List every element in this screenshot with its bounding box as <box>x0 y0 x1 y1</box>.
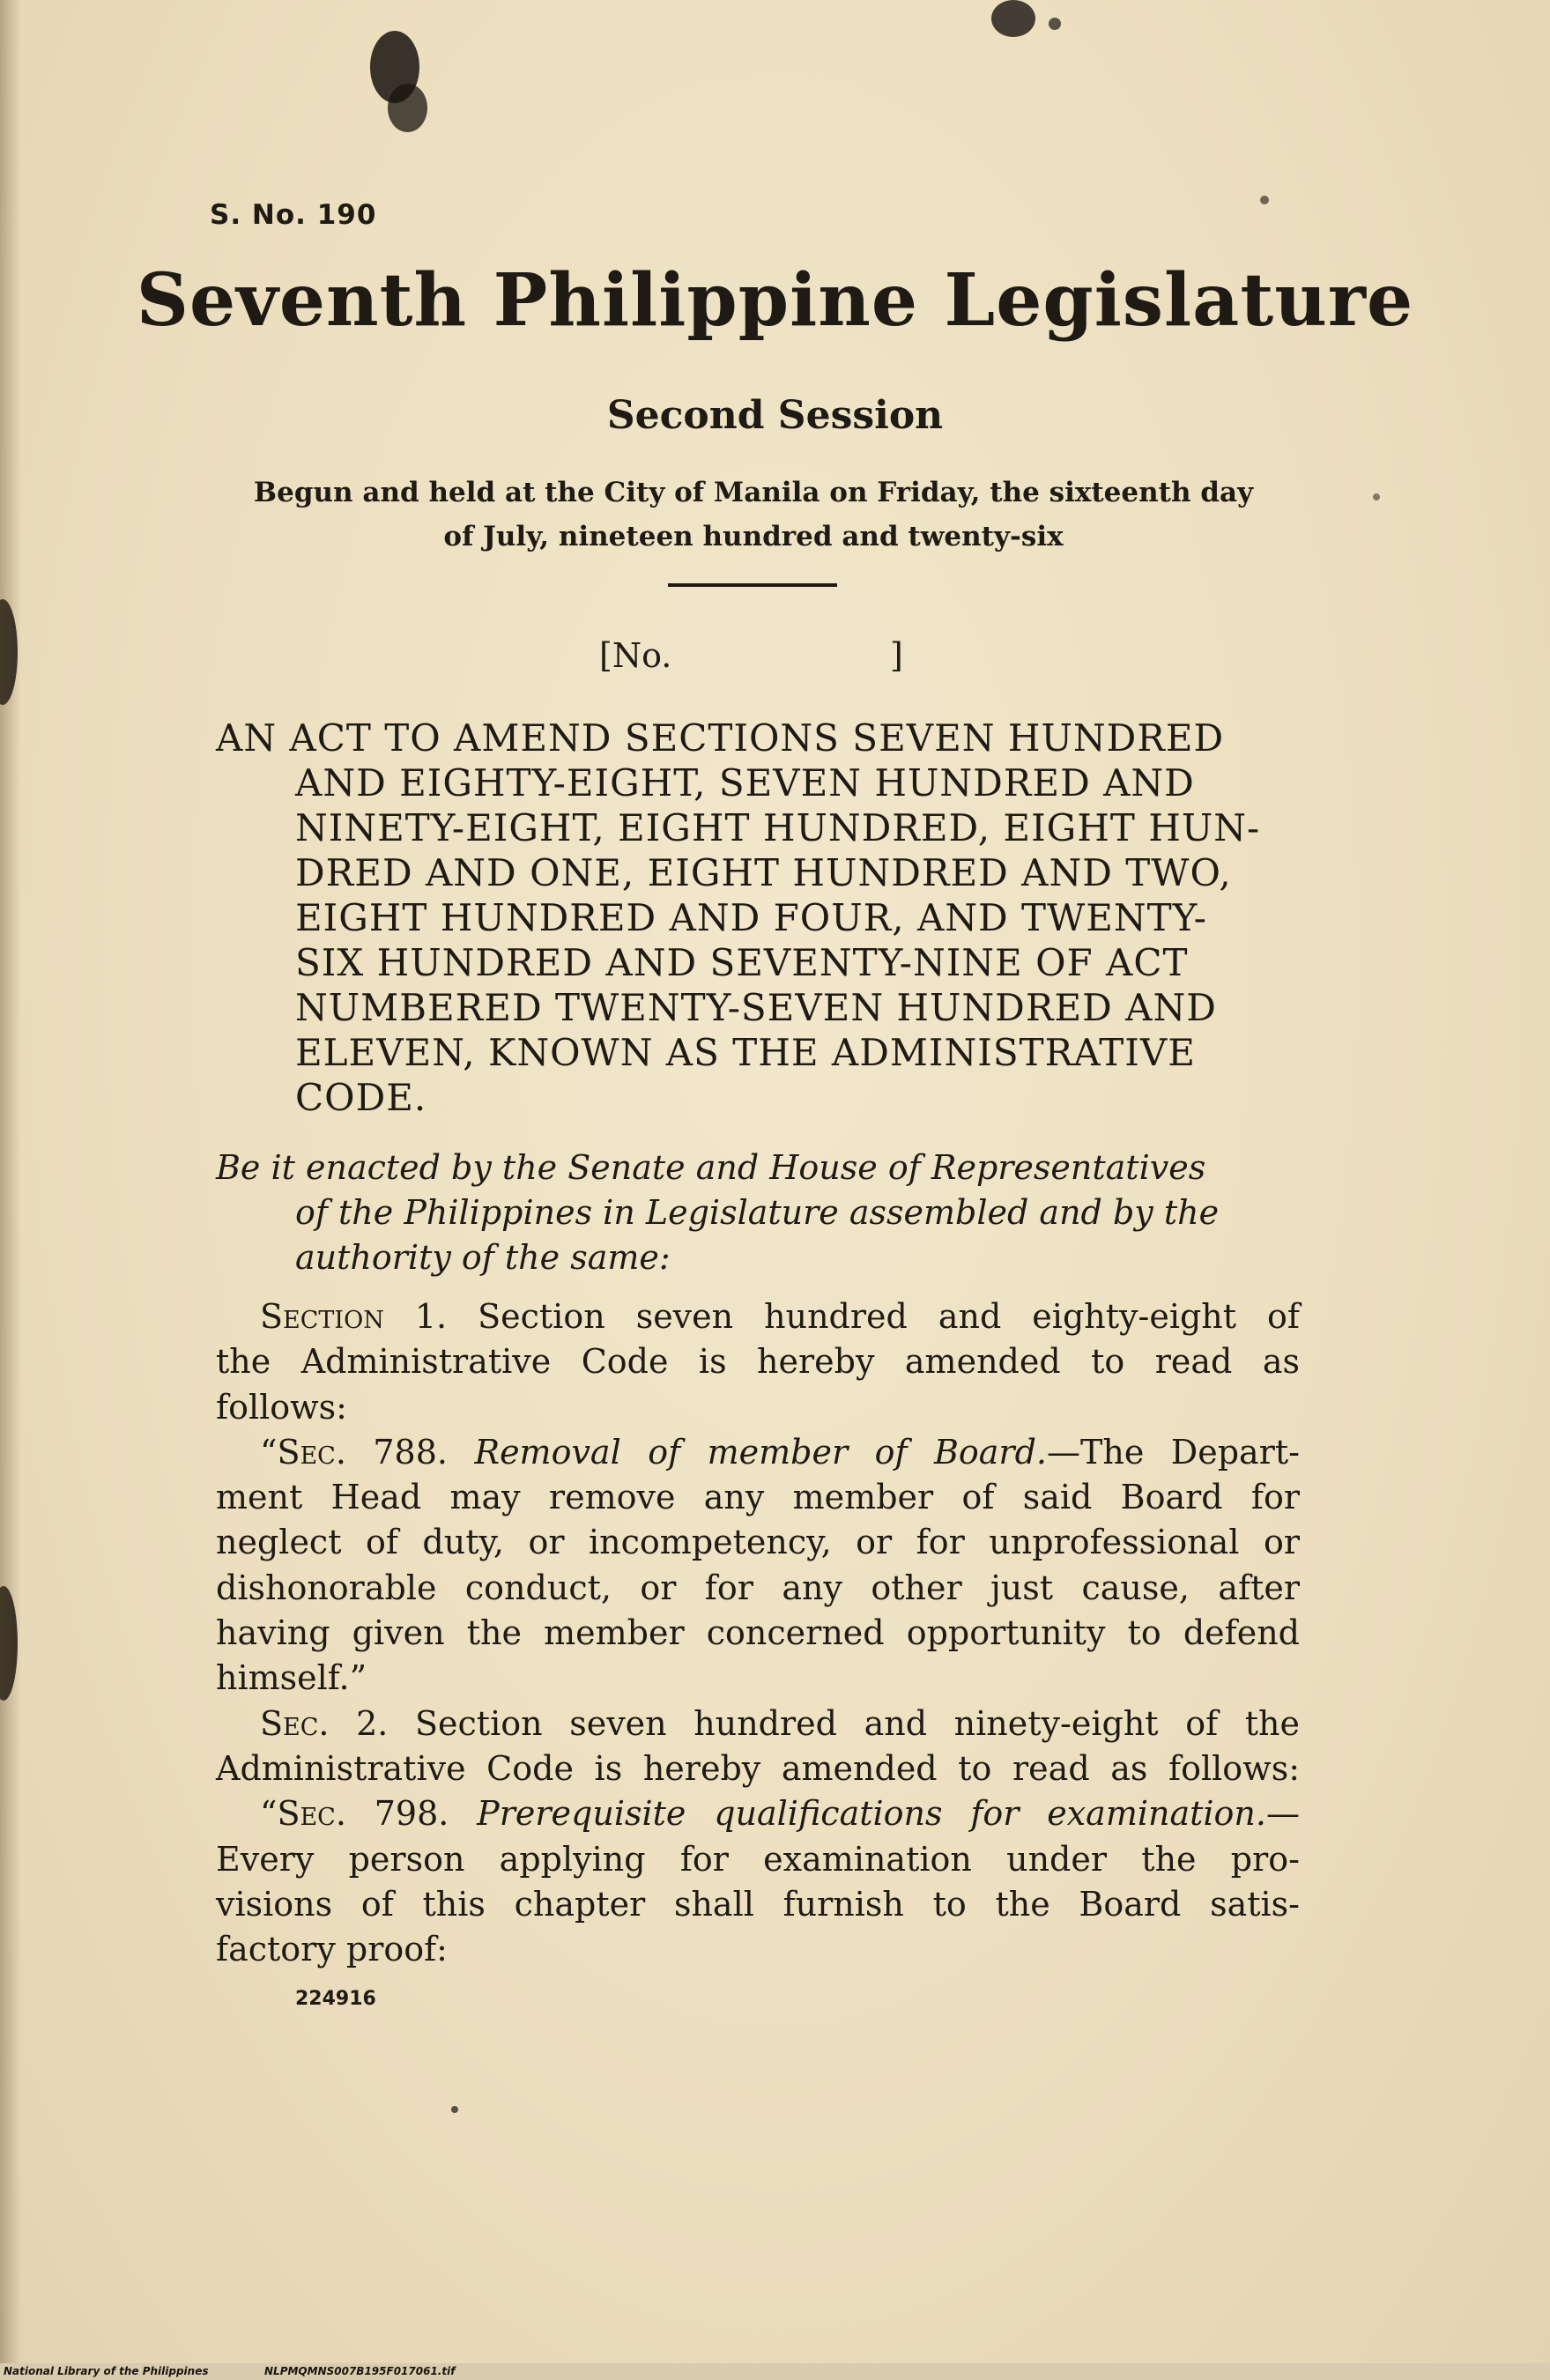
footer-library: National Library of the Philippines <box>4 2365 209 2377</box>
section-1-line: Section 1. Section seven hundred and eighty-eight of <box>260 1297 1300 1336</box>
title-line: CODE. <box>295 1076 427 1119</box>
title-line: ELEVEN, KNOWN AS THE ADMINISTRATIVE <box>295 1031 1196 1074</box>
ink-stain <box>991 0 1035 37</box>
act-title <box>216 715 1300 1120</box>
session-heading: Second Session <box>606 393 944 438</box>
title-line: EIGHT HUNDRED AND FOUR, AND TWENTY- <box>295 896 1207 939</box>
ink-stain <box>1049 18 1061 30</box>
sec-798-line: visions of this chapter shall furnish to the Board satis- <box>216 1884 1300 1924</box>
title-line: AN ACT TO AMEND SECTIONS SEVEN HUNDRED <box>216 716 1225 760</box>
ink-stain <box>451 2106 458 2113</box>
sec-788-line: ment Head may remove any member of said Board for <box>216 1478 1300 1517</box>
section-2-line: Sec. 2. Section seven hundred and ninety-eight of the <box>260 1703 1300 1743</box>
title-line: NINETY-EIGHT, EIGHT HUNDRED, EIGHT HUN- <box>295 806 1261 849</box>
section-label: Sec. <box>260 1703 330 1743</box>
divider-rule <box>668 583 837 587</box>
section-label: Section <box>260 1297 384 1336</box>
ink-stain <box>1260 196 1269 204</box>
sec-798-line: Every person applying for examination under the pro- <box>216 1839 1300 1879</box>
ink-stain <box>1373 493 1380 500</box>
ink-stain <box>388 84 427 132</box>
session-date-text <box>211 471 1295 559</box>
session-date-line: of July, nineteen hundred and twenty-six <box>443 521 1064 552</box>
sec-788-line: dishonorable conduct, or for any other just cause, after <box>216 1568 1300 1607</box>
enacting-clause <box>216 1146 1300 1280</box>
title-line: AND EIGHTY-EIGHT, SEVEN HUNDRED AND <box>295 761 1195 804</box>
paper-edge <box>0 0 21 2363</box>
act-number-close: ] <box>890 636 903 675</box>
legislature-heading: Seventh Philippine Legislature <box>136 258 1414 343</box>
section-1-line: follows: <box>216 1387 347 1427</box>
title-line: SIX HUNDRED AND SEVENTY-NINE OF ACT <box>295 941 1189 984</box>
scan-footer <box>0 2363 1550 2380</box>
enacting-line: Be it enacted by the Senate and House of Representatives <box>216 1148 1206 1187</box>
sec-798-line: “Sec. 798. Prerequisite qualifications for examination.— <box>260 1794 1300 1834</box>
sec-788-line: himself.” <box>216 1658 367 1698</box>
section-heading: Prerequisite qualifications for examination. <box>477 1794 1266 1834</box>
title-line: NUMBERED TWENTY-SEVEN HUNDRED AND <box>295 986 1217 1029</box>
act-body <box>216 1294 1300 1972</box>
document-number: S. No. 190 <box>210 199 377 231</box>
section-2-line: Administrative Code is hereby amended to read as follows: <box>216 1748 1300 1788</box>
section-heading: Removal of member of Board. <box>474 1432 1048 1472</box>
sec-788-line: having given the member concerned opportunity to defend <box>216 1613 1300 1653</box>
section-label: Sec. <box>277 1794 346 1834</box>
sec-788-line: neglect of duty, or incompetency, or for unprofessional or <box>216 1523 1300 1562</box>
section-1-line: the Administrative Code is hereby amended to read as <box>216 1342 1300 1382</box>
print-code: 224916 <box>295 1988 376 2010</box>
act-number-open: [No. <box>599 636 672 675</box>
session-date-line: Begun and held at the City of Manila on Friday, the sixteenth day <box>253 477 1254 508</box>
enacting-line: of the Philippines in Legislature assembled and by the <box>295 1193 1220 1232</box>
enacting-line: authority of the same: <box>295 1238 671 1277</box>
title-line: DRED AND ONE, EIGHT HUNDRED AND TWO, <box>295 851 1232 894</box>
footer-filename: NLPMQMNS007B195F017061.tif <box>264 2365 456 2377</box>
sec-798-line: factory proof: <box>216 1930 448 1969</box>
section-label: Sec. <box>277 1432 346 1472</box>
sec-788-line: “Sec. 788. Removal of member of Board.—The Depart- <box>260 1432 1300 1472</box>
